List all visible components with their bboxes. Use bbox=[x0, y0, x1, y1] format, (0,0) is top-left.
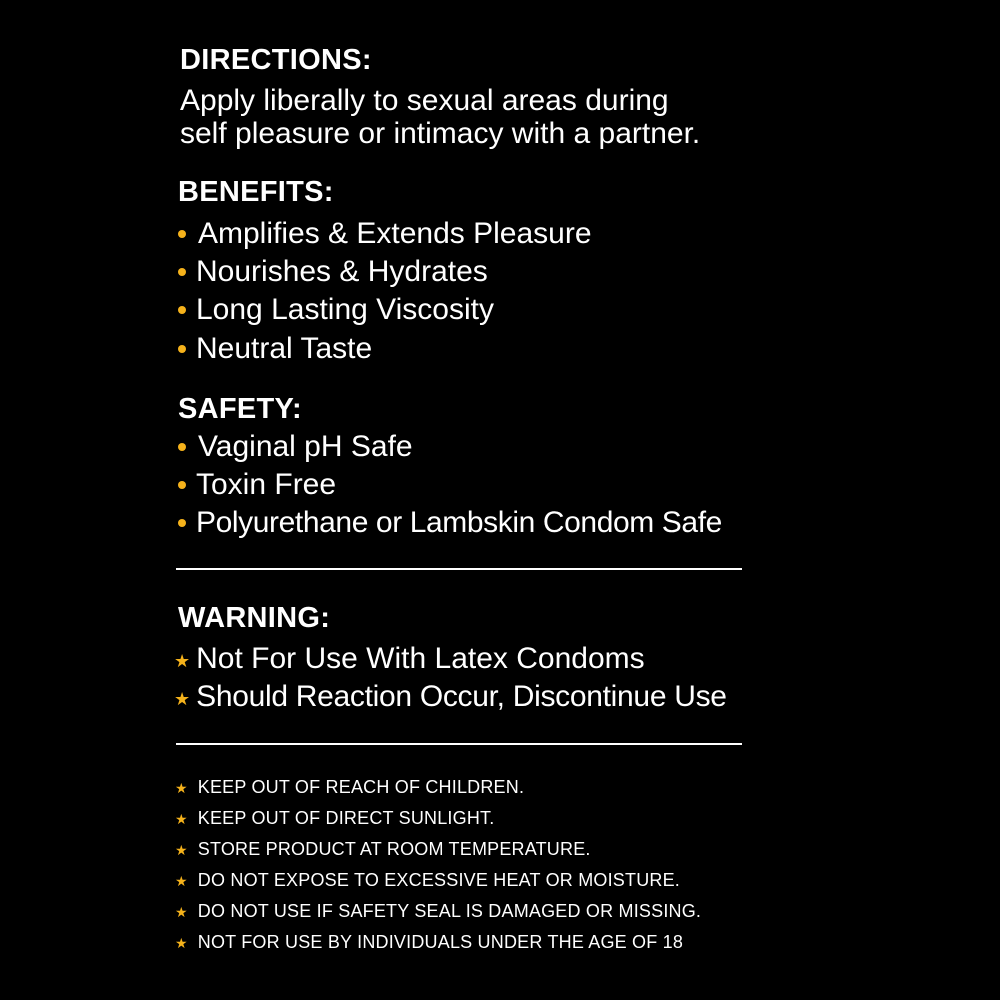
benefit-item bbox=[178, 217, 592, 251]
caution-text: KEEP OUT OF DIRECT SUNLIGHT. bbox=[197, 808, 495, 828]
caution-item bbox=[175, 839, 591, 859]
benefit-text: Amplifies & Extends Pleasure bbox=[198, 217, 592, 250]
star-bullet-icon: ★ bbox=[174, 651, 191, 671]
section-divider bbox=[176, 568, 742, 570]
dot-bullet-icon bbox=[178, 230, 186, 238]
safety-text: Vaginal pH Safe bbox=[198, 430, 413, 463]
dot-bullet-icon bbox=[178, 306, 186, 314]
benefit-text: Long Lasting Viscosity bbox=[196, 293, 494, 326]
warning-text: Not For Use With Latex Condoms bbox=[196, 642, 645, 675]
safety-item bbox=[178, 430, 413, 464]
warning-heading: WARNING: bbox=[178, 602, 331, 634]
benefit-item bbox=[178, 332, 372, 366]
caution-item bbox=[175, 932, 683, 952]
safety-item bbox=[178, 506, 722, 540]
benefit-text: Nourishes & Hydrates bbox=[196, 255, 488, 288]
directions-line: Apply liberally to sexual areas during bbox=[180, 84, 669, 117]
benefits-heading: BENEFITS: bbox=[178, 176, 334, 208]
star-bullet-icon: ★ bbox=[174, 689, 191, 709]
section-divider bbox=[176, 743, 742, 745]
star-bullet-icon: ★ bbox=[175, 811, 188, 827]
warning-item bbox=[174, 642, 645, 676]
caution-text: NOT FOR USE BY INDIVIDUALS UNDER THE AGE OF 18 bbox=[197, 932, 684, 952]
star-bullet-icon: ★ bbox=[175, 780, 188, 796]
safety-text: Toxin Free bbox=[196, 468, 337, 501]
benefit-item bbox=[178, 293, 494, 327]
caution-text: STORE PRODUCT AT ROOM TEMPERATURE. bbox=[197, 839, 591, 859]
directions-heading: DIRECTIONS: bbox=[180, 44, 372, 76]
caution-item bbox=[175, 777, 524, 797]
star-bullet-icon: ★ bbox=[175, 842, 188, 858]
caution-item bbox=[175, 870, 680, 890]
star-bullet-icon: ★ bbox=[175, 904, 188, 920]
caution-text: DO NOT EXPOSE TO EXCESSIVE HEAT OR MOISTURE. bbox=[197, 870, 681, 890]
caution-item bbox=[175, 808, 494, 828]
dot-bullet-icon bbox=[178, 345, 186, 353]
dot-bullet-icon bbox=[178, 519, 186, 527]
star-bullet-icon: ★ bbox=[175, 873, 188, 889]
benefit-item bbox=[178, 255, 488, 289]
caution-text: DO NOT USE IF SAFETY SEAL IS DAMAGED OR MISSING. bbox=[197, 901, 702, 921]
caution-item bbox=[175, 901, 701, 921]
benefit-text: Neutral Taste bbox=[196, 332, 373, 365]
dot-bullet-icon bbox=[178, 443, 186, 451]
safety-text: Polyurethane or Lambskin Condom Safe bbox=[196, 506, 722, 539]
caution-text: KEEP OUT OF REACH OF CHILDREN. bbox=[197, 777, 525, 797]
star-bullet-icon: ★ bbox=[175, 935, 188, 951]
warning-item bbox=[174, 680, 727, 714]
safety-heading: SAFETY: bbox=[178, 393, 303, 425]
warning-text: Should Reaction Occur, Discontinue Use bbox=[196, 680, 727, 713]
safety-item bbox=[178, 468, 336, 502]
dot-bullet-icon bbox=[178, 268, 186, 276]
directions-line: self pleasure or intimacy with a partner. bbox=[180, 117, 701, 150]
dot-bullet-icon bbox=[178, 481, 186, 489]
